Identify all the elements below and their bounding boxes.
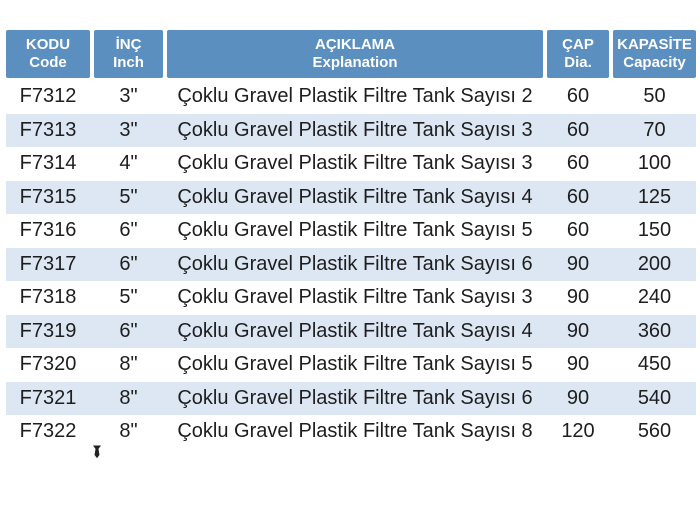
cell-diameter: 90 bbox=[566, 286, 590, 309]
table-row bbox=[6, 147, 696, 181]
header-capacity-en: Capacity bbox=[623, 54, 686, 71]
cell-code: F7316 bbox=[19, 219, 77, 242]
cell-diameter: 60 bbox=[566, 85, 590, 108]
cell-capacity: 200 bbox=[637, 252, 672, 275]
cell-code: F7320 bbox=[19, 353, 77, 376]
cell-inch: 5" bbox=[119, 185, 138, 208]
header-diameter-en: Dia. bbox=[564, 54, 592, 71]
cell-inch: 8" bbox=[119, 386, 138, 409]
table-row bbox=[6, 281, 696, 315]
cell-description: Çoklu Gravel Plastik Filtre Tank Sayısı 2 bbox=[177, 85, 533, 108]
cell-code: F7319 bbox=[19, 319, 77, 342]
cell-inch: 8" bbox=[119, 353, 138, 376]
cell-inch: 8" bbox=[119, 420, 138, 443]
table-row bbox=[6, 415, 696, 449]
table-row bbox=[6, 348, 696, 382]
table-row bbox=[6, 248, 696, 282]
cell-capacity: 540 bbox=[637, 386, 672, 409]
cell-description: Çoklu Gravel Plastik Filtre Tank Sayısı 3 bbox=[177, 152, 533, 175]
cell-diameter: 90 bbox=[566, 353, 590, 376]
cell-inch: 6" bbox=[119, 219, 138, 242]
header-inch-en: Inch bbox=[113, 54, 144, 71]
product-table bbox=[6, 30, 696, 449]
cell-capacity: 450 bbox=[637, 353, 672, 376]
cell-code: F7313 bbox=[19, 118, 77, 141]
cell-code: F7321 bbox=[19, 386, 77, 409]
cell-capacity: 240 bbox=[637, 286, 672, 309]
cell-capacity: 50 bbox=[643, 85, 666, 108]
cell-code: F7314 bbox=[19, 152, 77, 175]
cell-diameter: 120 bbox=[561, 420, 595, 443]
header-explanation bbox=[167, 30, 543, 78]
header-inch-tr: İNÇ bbox=[115, 36, 142, 53]
cell-code: F7315 bbox=[19, 185, 77, 208]
cell-inch: 3" bbox=[119, 85, 138, 108]
cell-inch: 6" bbox=[119, 252, 138, 275]
table-row bbox=[6, 181, 696, 215]
cell-description: Çoklu Gravel Plastik Filtre Tank Sayısı 4 bbox=[177, 185, 533, 208]
header-capacity bbox=[613, 30, 696, 78]
header-code-en: Code bbox=[29, 54, 67, 71]
cell-description: Çoklu Gravel Plastik Filtre Tank Sayısı 5 bbox=[177, 219, 533, 242]
cell-diameter: 60 bbox=[566, 219, 590, 242]
cell-diameter: 60 bbox=[566, 118, 590, 141]
cell-description: Çoklu Gravel Plastik Filtre Tank Sayısı 8 bbox=[177, 420, 533, 443]
cell-diameter: 90 bbox=[566, 386, 590, 409]
cell-capacity: 100 bbox=[637, 152, 672, 175]
cell-code: F7322 bbox=[19, 420, 77, 443]
cell-description: Çoklu Gravel Plastik Filtre Tank Sayısı 3 bbox=[177, 118, 533, 141]
table-header bbox=[6, 30, 696, 78]
cell-diameter: 90 bbox=[566, 319, 590, 342]
table-row bbox=[6, 114, 696, 148]
cell-capacity: 560 bbox=[637, 420, 672, 443]
header-inch bbox=[94, 30, 163, 78]
cell-capacity: 70 bbox=[643, 118, 666, 141]
cell-description: Çoklu Gravel Plastik Filtre Tank Sayısı 6 bbox=[177, 252, 533, 275]
table-row bbox=[6, 315, 696, 349]
mouse-pointer-icon bbox=[90, 444, 104, 460]
cell-diameter: 60 bbox=[566, 152, 590, 175]
cell-code: F7318 bbox=[19, 286, 77, 309]
header-diameter bbox=[547, 30, 609, 78]
table-row bbox=[6, 80, 696, 114]
header-explanation-tr: AÇIKLAMA bbox=[315, 36, 395, 53]
cell-description: Çoklu Gravel Plastik Filtre Tank Sayısı 6 bbox=[177, 386, 533, 409]
cell-inch: 3" bbox=[119, 118, 138, 141]
header-code-tr: KODU bbox=[25, 36, 71, 53]
cell-code: F7312 bbox=[19, 85, 77, 108]
cell-inch: 4" bbox=[119, 152, 138, 175]
table-body bbox=[6, 80, 696, 449]
cell-diameter: 90 bbox=[566, 252, 590, 275]
header-capacity-tr: KAPASİTE bbox=[617, 36, 692, 53]
table-row bbox=[6, 214, 696, 248]
cell-code: F7317 bbox=[19, 252, 77, 275]
cell-capacity: 125 bbox=[637, 185, 672, 208]
cell-description: Çoklu Gravel Plastik Filtre Tank Sayısı 3 bbox=[177, 286, 533, 309]
cell-capacity: 360 bbox=[637, 319, 672, 342]
cell-description: Çoklu Gravel Plastik Filtre Tank Sayısı 5 bbox=[177, 353, 533, 376]
header-explanation-en: Explanation bbox=[312, 54, 398, 71]
cell-inch: 6" bbox=[119, 319, 138, 342]
header-diameter-tr: ÇAP bbox=[562, 36, 594, 53]
cell-description: Çoklu Gravel Plastik Filtre Tank Sayısı 4 bbox=[177, 319, 533, 342]
cell-diameter: 60 bbox=[566, 185, 590, 208]
cell-capacity: 150 bbox=[637, 219, 672, 242]
table-row bbox=[6, 382, 696, 416]
header-code bbox=[6, 30, 90, 78]
cell-inch: 5" bbox=[119, 286, 138, 309]
